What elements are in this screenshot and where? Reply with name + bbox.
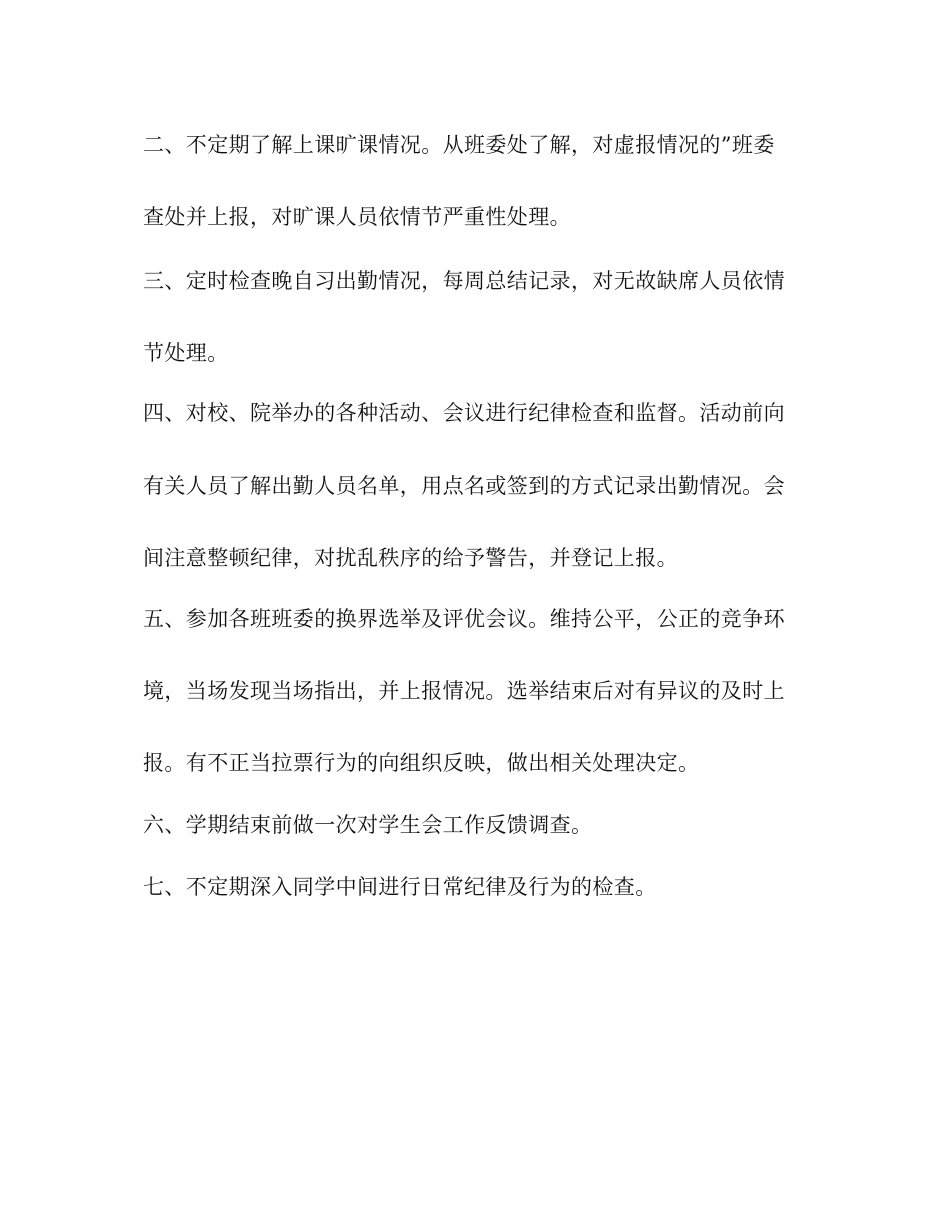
- paragraph-3-line-2: 节处理。: [143, 341, 229, 365]
- paragraph-2-line-1: 二、不定期了解上课旷课情况。从班委处了解，对虚报情况的”班委: [143, 133, 775, 157]
- paragraph-7-line-1: 七、不定期深入同学中间进行日常纪律及行为的检查。: [143, 875, 657, 899]
- paragraph-6-line-1: 六、学期结束前做一次对学生会工作反馈调查。: [143, 813, 593, 837]
- paragraph-5-line-3: 报。有不正当拉票行为的向组织反映，做出相关处理决定。: [143, 751, 700, 775]
- paragraph-4-line-3: 间注意整顿纪律，对扰乱秩序的给予警告，并登记上报。: [143, 546, 678, 570]
- paragraph-5-line-1: 五、参加各班班委的换界选举及评优会议。维持公平，公正的竞争环: [143, 607, 785, 631]
- paragraph-4-line-2: 有关人员了解出勤人员名单，用点名或签到的方式记录出勤情况。会: [143, 474, 785, 498]
- paragraph-4-line-1: 四、对校、院举办的各种活动、会议进行纪律检查和监督。活动前向: [143, 401, 785, 425]
- paragraph-3-line-1: 三、定时检查晚自习出勤情况，每周总结记录，对无故缺席人员依情: [143, 269, 785, 293]
- paragraph-5-line-2: 境，当场发现当场指出，并上报情况。选举结束后对有异议的及时上: [143, 679, 785, 703]
- paragraph-2-line-2: 查处并上报，对旷课人员依情节严重性处理。: [143, 205, 571, 229]
